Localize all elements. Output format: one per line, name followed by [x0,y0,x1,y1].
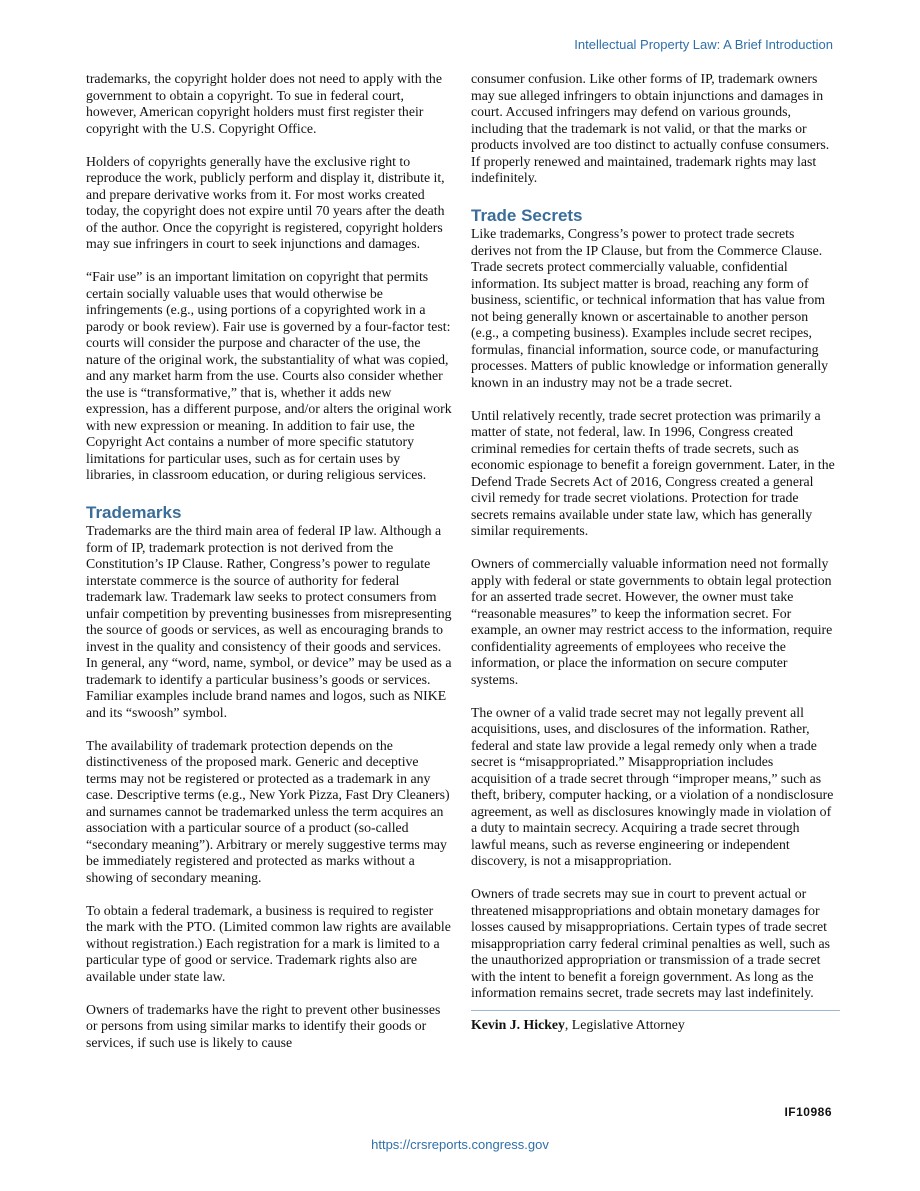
report-number: IF10986 [784,1105,832,1119]
trademarks-heading: Trademarks [86,503,182,522]
crs-reports-link[interactable]: https://crsreports.congress.gov [371,1137,549,1152]
copyright-rights-paragraph: Holders of copyrights generally have the exclusive right to reproduce the work, publicly perform and display it, distribute it, and prepare derivative works from it. For most works created today, the copyright does not expire until 70 years after the death of the author. Once the copyright is registered, copyright holders may sue infringers in court to seek injunctions and damages. [86,153,445,251]
left-column [86,71,452,1051]
running-header-title: Intellectual Property Law: A Brief Introduction [574,37,833,52]
copyright-registration-paragraph: trademarks, the copyright holder does not need to apply with the government to obtain a copyright. To sue in federal court, however, American copyright holders must first register their copyright with the U.S. Copyright Office. [86,71,442,136]
fair-use-paragraph: “Fair use” is an important limitation on copyright that permits certain socially valuable uses that would otherwise be infringements (e.g., using portions of a copyrighted work in a parody or book review). Fair use is governed by a four-factor test: courts will consider the purpose and character of the use, the nature of the original work, the substantiality of what was copied, and any market harm from the use. Courts also consider whether the use is “transformative,” that is, whether it adds new expression, has a different purpose, and/or alters the original work with new expression or meaning. In addition to fair use, the Copyright Act contains a number of more specific statutory limitations for particular uses, such as for certain uses by libraries, in classroom education, or during religious services. [86,269,452,482]
author-line [471,1017,837,1034]
author-divider [471,1010,840,1011]
trade-secrets-intro-paragraph: Like trademarks, Congress’s power to protect trade secrets derives not from the IP Clause, but from the Commerce Clause. Trade secrets protect commercially valuable, confidential information. Its subject matter is broad, reaching any form of business, scientific, or technical information that has value from not being generally known or ascertainable to another person (e.g., a competing business). Examples include secret recipes, formulas, financial information, source code, or manufacturing processes. Matters of public knowledge or information generally known in an industry may not be a trade secret. [471,226,829,390]
trade-secrets-history-paragraph: Until relatively recently, trade secret protection was primarily a matter of state, not federal, law. In 1996, Congress created criminal remedies for certain thefts of trade secrets, such as economic espionage to benefit a foreign government. Later, in the Defend Trade Secrets Act of 2016, Congress created a general civil remedy for trade secret violations. Protection for trade secrets remains available under state law, which has generally similar requirements. [471,407,835,538]
trademark-owner-rights-paragraph: Owners of trademarks have the right to prevent other businesses or persons from using similar marks to identify their goods or services, if such use is likely to cause [86,1001,441,1050]
trade-secrets-misappropriation-paragraph: The owner of a valid trade secret may not legally prevent all acquisitions, uses, and disclosures of the information. Rather, federal and state law provide a legal remedy only when a trade secret is “misappropriated.” Misappropriation includes acquisition of a trade secret through “improper means,” such as theft, bribery, computer hacking, or a violation of a nondisclosure agreement, as well as disclosures knowingly made in violation of a duty to maintain secrecy. Acquiring a trade secret through lawful means, such as reverse engineering or independent discovery, is not a misappropriation. [471,704,834,868]
trademark-remedies-paragraph: consumer confusion. Like other forms of IP, trademark owners may sue alleged infringers to obtain injunctions and damages in court. Accused infringers may defend on various grounds, including that the trademark is not valid, or that the marks or products involved are too distinct to actually confuse consumers. If properly renewed and maintained, trademark rights may last indefinitely. [471,71,830,185]
trade-secrets-measures-paragraph: Owners of commercially valuable information need not formally apply with federal or state governments to obtain legal protection for an asserted trade secret. However, the owner must take “reasonable measures” to keep the information secret. For example, an owner may restrict access to the information, require confidentiality agreements of employees who receive the information, or place the information on secure computer systems. [471,556,833,687]
right-column [471,71,837,1033]
author-name: Kevin J. Hickey [471,1016,565,1032]
author-title: , Legislative Attorney [564,1016,685,1032]
trademark-registration-paragraph: To obtain a federal trademark, a business is required to register the mark with the PTO. (Limited common law rights are available without registration.) Each registration for a mark is limited to a particular type of good or service. Trademark rights also are available under state law. [86,902,451,984]
trademarks-intro-paragraph: Trademarks are the third main area of federal IP law. Although a form of IP, trademark protection is not derived from the Constitution’s IP Clause. Rather, Congress’s power to regulate interstate commerce is the source of authority for federal trademark law. Trademark law seeks to protect consumers from unfair competition by preventing businesses from misrepresenting the source of goods or services, as well as encouraging brands to invest in the quality and consistency of their goods and services. In general, any “word, name, symbol, or device” may be used as a trademark to identify a particular business’s goods or services. Familiar examples include brand names and logos, such as NIKE and its “swoosh” symbol. [86,523,452,720]
trade-secrets-heading: Trade Secrets [471,206,583,225]
trademark-distinctiveness-paragraph: The availability of trademark protection depends on the distinctiveness of the proposed mark. Generic and deceptive terms may not be registered or protected as a trademark in any case. Descriptive terms (e.g., New York Pizza, Fast Dry Cleaners) and surnames cannot be trademarked unless the term acquires an association with a particular source of a product (so-called “secondary meaning”). Arbitrary or merely suggestive terms may be immediately registered and protected as marks without a showing of secondary meaning. [86,737,450,885]
trade-secrets-remedies-paragraph: Owners of trade secrets may sue in court to prevent actual or threatened misappropriations and obtain monetary damages for losses caused by misappropriations. Certain types of trade secret misappropriation carry federal criminal penalties as well, such as the unauthorized appropriation or transmission of a trade secret with the intent to benefit a foreign government. As long as the information remains secret, trade secrets may last indefinitely. [471,886,830,1000]
